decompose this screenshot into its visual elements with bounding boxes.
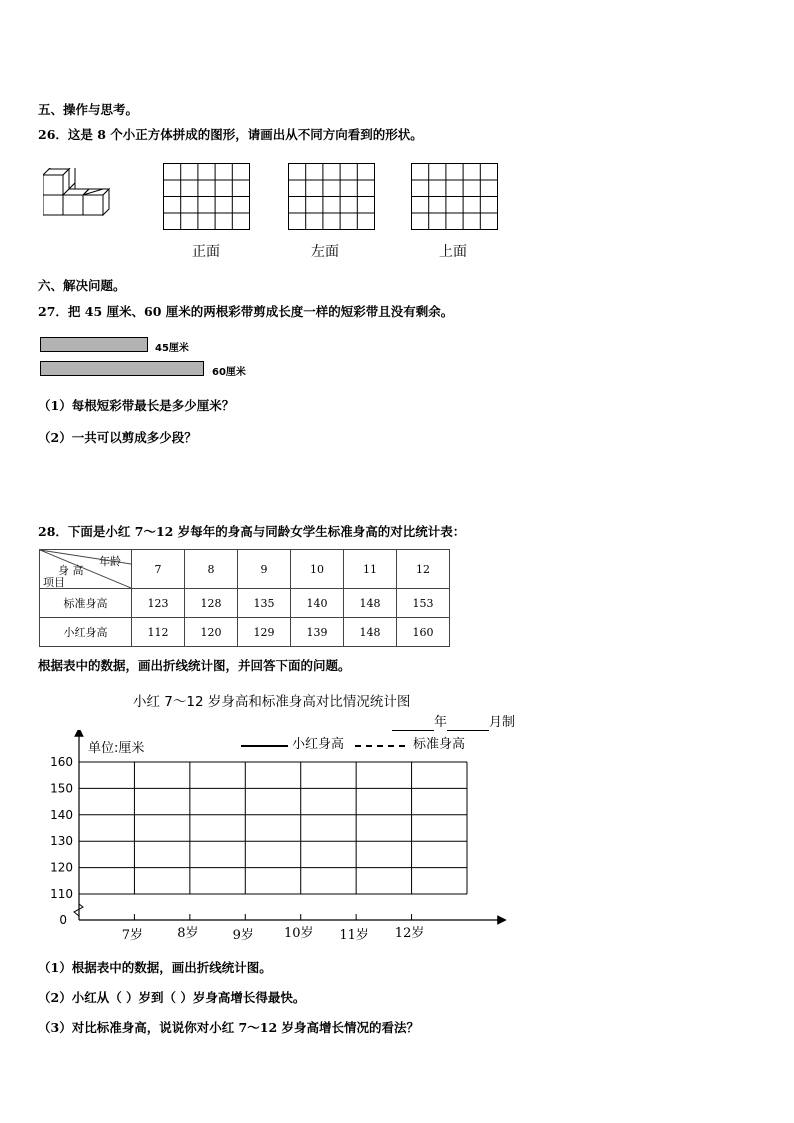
- legend-standard-label: 标准身高: [413, 737, 466, 752]
- age-header: 8: [185, 550, 238, 589]
- age-header: 7: [132, 550, 185, 589]
- table-cell: 135: [238, 589, 291, 618]
- y-tick-label: 150: [50, 781, 73, 796]
- month-label: 月制: [489, 715, 516, 730]
- question-28-sub3: （3）对比标准身高，说说你对小红 7～12 岁身高增长情况的看法？: [38, 1020, 419, 1035]
- question-28-sub1: （1）根据表中的数据，画出折线统计图。: [38, 960, 272, 975]
- question-28-sub2: （2）小红从（ ）岁到（ ）岁身高增长得最快。: [38, 990, 306, 1005]
- table-cell: 148: [344, 589, 397, 618]
- left-view-label: 左面: [311, 244, 339, 260]
- question-27-sub1: （1）每根短彩带最长是多少厘米？: [38, 398, 235, 413]
- height-table: [39, 549, 450, 647]
- line-chart[interactable]: [40, 730, 510, 950]
- table-cell: 153: [397, 589, 450, 618]
- row-label: 标准身高: [40, 589, 132, 618]
- question-28-instruction: 根据表中的数据，画出折线统计图，并回答下面的问题。: [38, 658, 351, 673]
- corner-item-label: 项目: [43, 576, 65, 589]
- age-header: 11: [344, 550, 397, 589]
- table-cell: 120: [185, 618, 238, 647]
- table-row: [40, 589, 450, 618]
- unit-label: 单位:厘米: [88, 741, 145, 756]
- y-tick-label: 160: [50, 755, 73, 769]
- section-6-title: 六、解决问题。: [38, 278, 126, 293]
- corner-height-label: 身 高: [58, 564, 84, 577]
- chart-grid: [79, 762, 467, 894]
- row-label: 小红身高: [40, 618, 132, 647]
- chart-ticks: [50, 755, 424, 943]
- front-view-label: 正面: [192, 244, 220, 260]
- month-blank[interactable]: [447, 715, 489, 731]
- corner-age-label: 年龄: [99, 555, 121, 568]
- ribbon-60: [40, 361, 204, 376]
- legend-xiaohong-label: 小红身高: [292, 737, 345, 752]
- chart-title: 小红 7～12 岁身高和标准身高对比情况统计图: [133, 694, 411, 710]
- y-tick-label: 130: [50, 834, 73, 849]
- x-tick-label: 10岁: [283, 926, 314, 941]
- ribbon-60-label: 60厘米: [212, 367, 246, 378]
- x-tick-label: 11岁: [339, 928, 369, 943]
- table-cell: 160: [397, 618, 450, 647]
- top-view-grid[interactable]: [411, 163, 499, 231]
- x-tick-label: 8岁: [177, 926, 199, 941]
- x-tick-label: 12岁: [394, 926, 425, 941]
- table-cell: 123: [132, 589, 185, 618]
- cube-figure: [43, 168, 125, 228]
- table-corner-cell: [40, 550, 132, 589]
- left-view-grid[interactable]: [288, 163, 376, 231]
- section-5-title: 五、操作与思考。: [38, 102, 139, 117]
- table-cell: 112: [132, 618, 185, 647]
- front-view-grid[interactable]: [163, 163, 251, 231]
- date-line: [392, 711, 515, 731]
- table-row: [40, 618, 450, 647]
- table-cell: 129: [238, 618, 291, 647]
- question-28-text: 28．下面是小红 7～12 岁每年的身高与同龄女学生标准身高的对比统计表：: [38, 524, 466, 539]
- table-cell: 140: [291, 589, 344, 618]
- question-27-text: 27．把 45 厘米、60 厘米的两根彩带剪成长度一样的短彩带且没有剩余。: [38, 304, 454, 319]
- y-tick-label: 110: [50, 887, 73, 901]
- table-cell: 128: [185, 589, 238, 618]
- age-header: 10: [291, 550, 344, 589]
- top-view-label: 上面: [439, 244, 467, 260]
- table-cell: 139: [291, 618, 344, 647]
- question-27-sub2: （2）一共可以剪成多少段？: [38, 430, 197, 445]
- table-cell: 148: [344, 618, 397, 647]
- y-tick-label: 0: [59, 913, 67, 927]
- ribbon-45: [40, 337, 148, 352]
- ribbon-45-label: 45厘米: [155, 343, 189, 354]
- y-tick-label: 140: [50, 807, 73, 822]
- year-label: 年: [434, 715, 448, 730]
- question-26-text: 26．这是 8 个小正方体拼成的图形，请画出从不同方向看到的形状。: [38, 127, 423, 142]
- year-blank[interactable]: [392, 715, 434, 731]
- x-tick-label: 9岁: [232, 928, 254, 943]
- age-header: 9: [238, 550, 291, 589]
- x-tick-label: 7岁: [121, 928, 144, 943]
- y-tick-label: 120: [50, 860, 73, 875]
- age-header: 12: [397, 550, 450, 589]
